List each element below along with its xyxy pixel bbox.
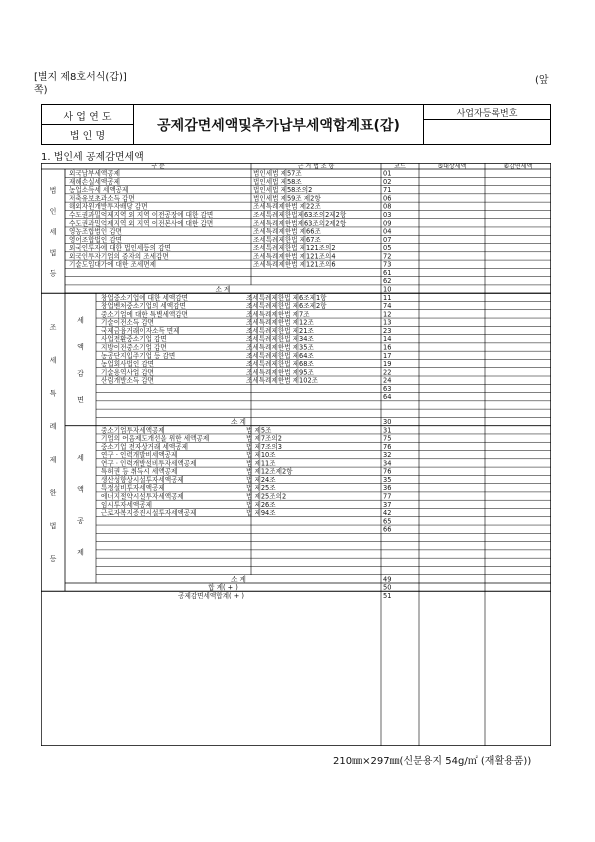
reduction-subtotal-code: 30: [383, 418, 392, 426]
credit-row-name: 생산성향상시설투자세액공제: [101, 475, 184, 484]
reduction-row-name: 농공단지입주기업 등 감면: [101, 351, 176, 360]
header-law: 근 거 법 조 항: [297, 163, 335, 170]
corp-row-name: 농업소득세 세액공제: [69, 186, 129, 195]
credit-row-code: 34: [383, 459, 392, 468]
corp-row-code: 71: [383, 186, 392, 195]
credit-row-code: 76: [383, 442, 392, 451]
credit-row-law: 법 제7조의3: [246, 442, 282, 451]
reduction-group-label-char: 감: [77, 369, 84, 378]
reduction-group-label-char: 액: [77, 343, 84, 352]
special-group-label-char: 법: [49, 522, 57, 531]
corp-group-label: [50, 186, 57, 278]
reduction-row-name: 지방이전중소기업 감면: [101, 343, 167, 352]
credit-row-code: 42: [383, 509, 392, 518]
credit-subtotal-code: 49: [383, 575, 392, 584]
corp-row-law: 조세특례제한법 제22조: [253, 202, 321, 211]
credit-group-label-char: 공: [77, 517, 84, 526]
credit-group-label-char: 세: [77, 454, 84, 463]
deduction-table: [41, 163, 551, 746]
corp-row-law: 조세특례제한법 제121조의4: [253, 252, 336, 261]
corp-group-label-char: 세: [49, 228, 57, 237]
corp-row-law: 조세특례제한법 제66조: [253, 227, 321, 236]
reduction-row-law: 조세특례제한법 제34조: [246, 335, 314, 344]
special-group-label-char: 례: [49, 422, 57, 431]
reduction-row-name: 중소기업에 대한 특별세액감면: [101, 310, 188, 319]
reduction-row-law: 조세특례제한법 제68조: [246, 360, 314, 369]
credit-row-law: 법 제12조제2항: [246, 467, 293, 476]
credit-row-code: 35: [383, 475, 392, 484]
header-deduction-tax: ⑥감면세액: [503, 163, 533, 170]
corp-group-label-char: 법: [49, 248, 57, 257]
special-group-label-char: 조: [49, 323, 57, 332]
corp-subtotal-code: 10: [383, 285, 392, 294]
reduction-row-law: 조세특례제한법 제12조: [246, 318, 314, 327]
reduction-row-code: 24: [383, 376, 392, 385]
reduction-row-code: 13: [383, 318, 392, 327]
credit-row-code: 32: [383, 451, 392, 460]
reduction-row-code: 12: [383, 310, 392, 319]
credit-row-law: 법 제5조: [246, 426, 272, 435]
credit-row-name: 기업의 어음제도개선을 위한 세액공제: [101, 434, 210, 443]
corp-row-name: 영농조합법인 감면: [69, 227, 123, 236]
header-category: 구 분: [151, 163, 165, 170]
reduction-row-name: 창업벤처중소기업의 세액감면: [101, 302, 186, 311]
corp-row-law: 조세특례제한법 제121조의2: [253, 244, 336, 253]
corp-group-label-char: 등: [49, 269, 57, 278]
reduction-row-name: 농업회사법인 감면: [101, 360, 155, 369]
reduction-row-code: 63: [383, 384, 392, 393]
credit-group-label: [77, 453, 84, 556]
corp-row-code: 01: [383, 169, 392, 178]
corp-group-label-char: 인: [49, 207, 57, 216]
reduction-row-name: 사업전환중소기업 감면: [101, 335, 167, 344]
corp-row-name: 해외자원개발투자배당 감면: [69, 202, 148, 211]
reduction-group-label-char: 세: [77, 316, 84, 325]
corp-row-code: 02: [383, 177, 392, 186]
reduction-row-code: 17: [383, 351, 392, 360]
header-target-tax: ⑤대상세액: [437, 163, 467, 170]
reduction-subtotal-label: 소 계: [231, 418, 246, 426]
credit-row-law: 법 제25조: [246, 484, 276, 493]
corp-row-name: 외국납부세액공제: [69, 169, 120, 178]
reduction-row-name: 기술이전소득 감면: [101, 318, 155, 327]
corp-row-code: 62: [383, 277, 392, 286]
corp-row-code: 03: [383, 211, 392, 219]
credit-row-name: 연구 · 인력개발설비투자세액공제: [101, 459, 197, 468]
corp-row-code: 73: [383, 260, 392, 269]
reduction-row-name: 국제금융거래이자소득 면제: [101, 326, 180, 335]
credit-row-name: 임시투자세액공제: [101, 500, 152, 509]
credit-row-name: 근로자복지증진시설투자세액공제: [101, 509, 197, 518]
corp-row-name: 외국인투자에 대한 법인세등의 감면: [69, 244, 171, 253]
special-group-label-char: 특: [49, 389, 57, 398]
form-number: [34, 71, 127, 97]
corp-row-code: 07: [383, 235, 392, 244]
credit-row-law: 법 제7조의2: [246, 434, 282, 443]
corp-row-code: 06: [383, 194, 392, 203]
reduction-row-code: 64: [383, 393, 392, 402]
corp-group-label-char: 법: [49, 186, 57, 195]
corp-row-name: 재해손실세액공제: [69, 177, 120, 186]
corp-row-code: 09: [383, 219, 392, 228]
credit-row-name: 연구 · 인력개발비세액공제: [101, 451, 178, 460]
corp-row-name: 외국인투자기업의 증자의 조세감면: [69, 252, 169, 261]
reduction-row-law: 조세특례제한법 제6조제2항: [246, 302, 327, 311]
credit-row-law: 법 제11조: [246, 459, 276, 468]
credit-row-code: 31: [383, 426, 392, 435]
reduction-row-name: 창업중소기업에 대한 세액감면: [101, 293, 188, 302]
credit-row-law: 법 제10조: [246, 451, 276, 460]
credit-row-code: 75: [383, 434, 392, 443]
credit-group-label-char: 액: [77, 485, 84, 494]
corp-row-law: 법인세법 제58조: [253, 177, 302, 186]
reduction-row-name: 기술용역사업 감면: [101, 368, 155, 377]
reduction-row-code: 22: [383, 368, 392, 377]
reduction-row-name: 산림개발소득 감면: [101, 376, 155, 385]
special-total-label: 합 계( + ): [208, 583, 238, 592]
credit-row-name: 에너지절약시설투자세액공제: [101, 492, 184, 501]
corp-row-code: 04: [383, 227, 392, 236]
reduction-row-law: 조세특례제한법 제6조제1항: [246, 293, 327, 302]
title-box: [41, 104, 551, 145]
corp-name-label: 법 인 명: [42, 125, 134, 144]
corp-row-code: 61: [383, 268, 392, 277]
page-side: (앞: [535, 75, 549, 86]
header-code: 코드: [394, 163, 406, 170]
reduction-group-label-char: 면: [77, 396, 84, 405]
corp-row-code: 72: [383, 252, 392, 261]
special-group-label: [50, 323, 57, 563]
corp-row-code: 08: [383, 202, 392, 211]
biz-no-label: 사업자등록번호: [456, 108, 518, 119]
special-group-label-char: 제: [49, 455, 57, 464]
corp-row-law: 법인세법 제59조 제2항: [253, 194, 321, 203]
reduction-row-code: 14: [383, 335, 392, 344]
credit-row-code: 65: [383, 517, 392, 526]
credit-row-law: 법 제94조: [246, 509, 276, 518]
corp-row-name: 영어조합법인 감면: [69, 235, 123, 244]
reduction-row-code: 16: [383, 343, 392, 352]
reduction-row-code: 19: [383, 360, 392, 369]
special-total-code: 50: [383, 583, 392, 592]
credit-row-law: 법 제25조의2: [246, 492, 287, 501]
corp-row-name: 저축유보초과소득 감면: [69, 194, 135, 203]
corp-row-law: 조세특례제한법제63조의2제2항: [253, 219, 347, 228]
form-title: 공제감면세액및추가납부세액합계표(갑): [134, 105, 424, 144]
credit-row-law: 법 제26조: [246, 500, 276, 509]
credit-row-code: 36: [383, 484, 392, 493]
title-divider: [42, 124, 134, 125]
credit-row-name: 중소기업투자세액공제: [101, 426, 165, 435]
credit-subtotal-label: 소 계: [231, 575, 246, 584]
corp-row-law: 법인세법 제57조: [253, 169, 302, 178]
reduction-row-law: 조세특례제한법 제21조: [246, 326, 314, 335]
reduction-row-code: 23: [383, 326, 392, 335]
special-group-label-char: 등: [49, 555, 57, 564]
reduction-row-law: 조세특례제한법 제95조: [246, 368, 314, 377]
reduction-row-code: 74: [383, 302, 392, 311]
reduction-row-law: 조세특례제한법 제64조: [246, 351, 314, 360]
reduction-row-law: 조세특례제한법 제7조: [246, 310, 310, 319]
reduction-group-label: [77, 316, 84, 404]
corp-row-law: 조세특례제한법제63조의2제2항: [253, 211, 347, 219]
fiscal-year-label: 사 업 연 도: [42, 105, 134, 125]
form-number-text: [별지 제8호서식(갑)]: [34, 72, 127, 83]
special-group-label-char: 세: [49, 356, 57, 365]
reduction-row-law: 조세특례제한법 제102조: [246, 376, 319, 385]
credit-row-code: 37: [383, 500, 392, 509]
corp-row-law: 조세특례제한법 제121조의6: [253, 260, 336, 269]
corp-row-law: 법인세법 제58조의2: [253, 186, 313, 195]
credit-row-name: 중소기업 전자상거래 세액공제: [101, 442, 188, 451]
corp-row-code: 05: [383, 244, 392, 253]
credit-group-label-char: 제: [77, 548, 84, 557]
biz-no-divider: [424, 119, 550, 120]
credit-row-code: 77: [383, 492, 392, 501]
section-title: 1. 법인세 공제감면세액: [41, 152, 144, 163]
corp-row-law: 조세특례제한법 제67조: [253, 235, 321, 244]
grand-total-label: 공제감면세액합계( + ): [178, 591, 244, 600]
credit-row-name: 특정설비투자세액공제: [101, 484, 165, 493]
page-side-continued: 쪽): [34, 85, 48, 96]
special-group-label-char: 한: [49, 488, 57, 497]
credit-row-code: 76: [383, 467, 392, 476]
corp-row-name: 수도권과밀억제지역 외 지역 이전공장에 대한 감면: [69, 211, 214, 219]
credit-row-code: 66: [383, 525, 392, 534]
reduction-row-law: 조세특례제한법 제35조: [246, 343, 314, 352]
corp-row-name: 수도권과밀억제지역 외 지역 이전본사에 대한 감면: [69, 219, 214, 228]
credit-row-law: 법 제24조: [246, 475, 276, 484]
corp-subtotal-label: 소 계: [215, 285, 231, 294]
grand-total-code: 51: [383, 591, 392, 600]
paper-spec: 210㎜×297㎜(신문용지 54g/㎡ (재활용품)): [333, 756, 532, 767]
corp-row-name: 기술도입대가에 대한 조세면제: [69, 260, 156, 269]
reduction-row-code: 11: [383, 293, 392, 302]
credit-row-name: 특허권 등 취득시 세액공제: [101, 467, 178, 476]
